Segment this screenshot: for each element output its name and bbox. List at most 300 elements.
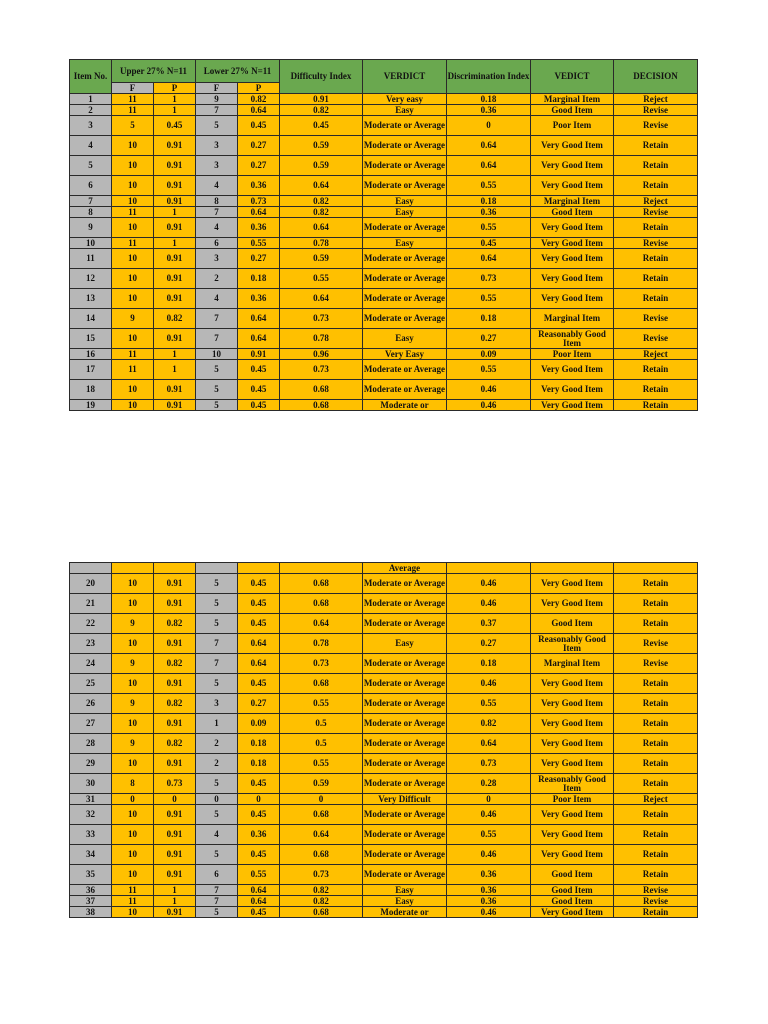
cell-lower-f: 2 [196,269,238,289]
cell-decision: Retain [614,734,698,754]
cell-item-no: 20 [70,574,112,594]
cell-lower-f: 5 [196,360,238,380]
table-row [70,116,698,136]
cell-upper-f: 11 [112,360,154,380]
cell-verdict: Moderate or Average [363,865,447,885]
cell-lower-f: 7 [196,309,238,329]
cell-difficulty: 0.78 [280,634,363,654]
cell-vedict: Very Good Item [531,907,614,918]
cell-lower-f: 6 [196,865,238,885]
item-analysis-table-2 [69,562,698,918]
cell-lower-f: 5 [196,400,238,411]
cell-lower-f: 7 [196,105,238,116]
cell-decision: Retain [614,249,698,269]
cell-discrimination: 0.46 [447,674,531,694]
cell-difficulty: 0.68 [280,674,363,694]
cell-lower-p: 0.64 [238,105,280,116]
cell-vedict: Marginal Item [531,309,614,329]
cell-decision: Retain [614,380,698,400]
cell-vedict: Very Good Item [531,218,614,238]
header-upper-f: F [112,83,154,94]
table-row [70,614,698,634]
cell-verdict: Moderate or Average [363,774,447,794]
cell-item-no: 7 [70,196,112,207]
cell-verdict: Moderate or Average [363,845,447,865]
cell-lower-p: 0.27 [238,156,280,176]
cell-vedict: Very Good Item [531,805,614,825]
cell-verdict: Moderate or Average [363,156,447,176]
cell-upper-f: 10 [112,218,154,238]
cell-discrimination: 0.27 [447,634,531,654]
cell-decision: Retain [614,574,698,594]
cell-verdict: Moderate or Average [363,136,447,156]
cell-vedict: Very Good Item [531,136,614,156]
cell-difficulty: 0.68 [280,400,363,411]
header-vedict: VEDICT [531,60,614,94]
table-row [70,694,698,714]
cell-difficulty: 0.64 [280,614,363,634]
cell-verdict: Easy [363,105,447,116]
cell-lower-f: 5 [196,380,238,400]
cell-decision: Retain [614,136,698,156]
cell-lower-p: 0.27 [238,694,280,714]
cell-upper-f: 10 [112,329,154,349]
cell-upper-f: 10 [112,907,154,918]
cell-vedict: Very Good Item [531,714,614,734]
cell-lower-p: 0.64 [238,654,280,674]
cell-lower-p: 0 [238,794,280,805]
table-row [70,176,698,196]
cell-upper-f: 11 [112,105,154,116]
cell-item-no: 35 [70,865,112,885]
cell-item-no: 30 [70,774,112,794]
cell-lower-p: 0.73 [238,196,280,207]
cell-lower-f: 5 [196,674,238,694]
cell-upper-f: 10 [112,714,154,734]
cell-item-no: 21 [70,594,112,614]
table-row [70,845,698,865]
cell-decision: Retain [614,825,698,845]
cell-verdict: Moderate or Average [363,176,447,196]
cell-discrimination: 0.64 [447,156,531,176]
cell-vedict: Marginal Item [531,196,614,207]
cell-decision: Revise [614,238,698,249]
cell-decision: Retain [614,694,698,714]
cell-upper-p: 1 [154,360,196,380]
cell-lower-f: 7 [196,329,238,349]
cell-vedict: Very Good Item [531,400,614,411]
cell-upper-f: 10 [112,865,154,885]
cell-lower-f: 7 [196,654,238,674]
cell-lower-p: 0.18 [238,734,280,754]
table-row [70,825,698,845]
cell-lower-f: 3 [196,694,238,714]
cell-upper-f: 10 [112,845,154,865]
table-row [70,794,698,805]
cell-item-no: 5 [70,156,112,176]
cell-lower-f: 5 [196,614,238,634]
table-row [70,249,698,269]
table-row [70,896,698,907]
cell-lower-p: 0.45 [238,805,280,825]
cell-upper-f: 10 [112,805,154,825]
cell-item-no: 24 [70,654,112,674]
cell-upper-p: 1 [154,207,196,218]
cell-verdict: Moderate or Average [363,269,447,289]
cell-vedict: Poor Item [531,794,614,805]
cell-discrimination: 0.36 [447,896,531,907]
cell-difficulty: 0.82 [280,896,363,907]
cell-lower-f: 9 [196,94,238,105]
cell-difficulty: 0.91 [280,94,363,105]
cell-upper-f: 9 [112,654,154,674]
cell-lower-p: 0.45 [238,845,280,865]
cell-discrimination: 0.46 [447,400,531,411]
cell-lower-p: 0.18 [238,754,280,774]
cell-verdict: Easy [363,329,447,349]
table-row [70,156,698,176]
cell-upper-p: 0.91 [154,754,196,774]
cell-difficulty: 0.96 [280,349,363,360]
cell-vedict: Reasonably Good Item [531,774,614,794]
cell-upper-p: 0.91 [154,136,196,156]
cell-discrimination: 0.27 [447,329,531,349]
cell-vedict: Very Good Item [531,249,614,269]
cell-upper-p: 0.82 [154,614,196,634]
cell-vedict: Poor Item [531,116,614,136]
cell-vedict: Very Good Item [531,238,614,249]
cell-discrimination: 0.36 [447,207,531,218]
cell-lower-f: 3 [196,249,238,269]
cell-discrimination: 0.46 [447,805,531,825]
cell-decision: Retain [614,674,698,694]
cell-item-no: 29 [70,754,112,774]
header-decision: DECISION [614,60,698,94]
cell-vedict: Good Item [531,896,614,907]
cell-difficulty: 0.68 [280,574,363,594]
cell-upper-f: 10 [112,176,154,196]
cell-discrimination: 0.64 [447,249,531,269]
header-lower: Lower 27% N=11 [196,60,280,83]
header-discrimination-index: Discrimination Index [447,60,531,94]
cell-discrimination: 0.36 [447,885,531,896]
header-lower-p: P [238,83,280,94]
cell-lower-p: 0.55 [238,238,280,249]
continuation-verdict: Average [363,563,447,574]
cell-lower-p: 0.45 [238,907,280,918]
cell-difficulty: 0.82 [280,196,363,207]
cell-decision: Revise [614,116,698,136]
cell-item-no: 10 [70,238,112,249]
cell-verdict: Moderate or [363,907,447,918]
continuation-row [70,563,698,574]
cell-item-no: 12 [70,269,112,289]
cell-lower-p: 0.36 [238,176,280,196]
cell-lower-f: 3 [196,156,238,176]
cell-item-no: 34 [70,845,112,865]
cell-difficulty: 0.82 [280,885,363,896]
cell-verdict: Moderate or [363,400,447,411]
table-row [70,136,698,156]
cell-upper-p: 0.91 [154,805,196,825]
cell-difficulty: 0.68 [280,380,363,400]
cell-decision: Retain [614,400,698,411]
cell-item-no: 28 [70,734,112,754]
cell-verdict: Moderate or Average [363,805,447,825]
cell-discrimination: 0.82 [447,714,531,734]
cell-verdict: Moderate or Average [363,714,447,734]
table-1-body [70,94,698,411]
cell-discrimination: 0.46 [447,594,531,614]
cell-vedict: Very Good Item [531,845,614,865]
cell-upper-f: 10 [112,269,154,289]
cell-item-no: 8 [70,207,112,218]
cell-vedict: Very Good Item [531,176,614,196]
cell-vedict: Reasonably Good Item [531,634,614,654]
cell-discrimination: 0.55 [447,218,531,238]
cell-lower-f: 5 [196,805,238,825]
table-row [70,865,698,885]
cell-decision: Retain [614,289,698,309]
cell-lower-p: 0.64 [238,329,280,349]
cell-upper-f: 10 [112,249,154,269]
cell-lower-f: 5 [196,594,238,614]
cell-decision: Retain [614,269,698,289]
cell-lower-p: 0.82 [238,94,280,105]
cell-lower-p: 0.27 [238,249,280,269]
cell-verdict: Moderate or Average [363,825,447,845]
header-lower-f: F [196,83,238,94]
table-row [70,400,698,411]
cell-difficulty: 0.45 [280,116,363,136]
cell-verdict: Moderate or Average [363,734,447,754]
cell-upper-p: 0.91 [154,907,196,918]
cell-decision: Retain [614,218,698,238]
cell-item-no: 14 [70,309,112,329]
cell-difficulty: 0.55 [280,269,363,289]
cell-verdict: Moderate or Average [363,654,447,674]
cell-upper-p: 1 [154,238,196,249]
cell-item-no: 23 [70,634,112,654]
cell-item-no: 17 [70,360,112,380]
cell-decision: Retain [614,714,698,734]
header-verdict: VERDICT [363,60,447,94]
cell-verdict: Very Difficult [363,794,447,805]
cell-lower-f: 5 [196,774,238,794]
table-row [70,634,698,654]
cell-item-no: 1 [70,94,112,105]
header-upper: Upper 27% N=11 [112,60,196,83]
cell-upper-p: 0.91 [154,269,196,289]
header-item-no: Item No. [70,60,112,94]
cell-lower-p: 0.45 [238,574,280,594]
table-row [70,774,698,794]
cell-lower-p: 0.18 [238,269,280,289]
cell-lower-f: 5 [196,116,238,136]
cell-lower-p: 0.91 [238,349,280,360]
cell-lower-p: 0.36 [238,218,280,238]
cell-upper-p: 1 [154,105,196,116]
cell-difficulty: 0.68 [280,907,363,918]
cell-item-no: 32 [70,805,112,825]
table-row [70,329,698,349]
cell-lower-f: 4 [196,825,238,845]
cell-discrimination: 0.46 [447,907,531,918]
cell-upper-p: 0.91 [154,714,196,734]
table-row [70,349,698,360]
cell-verdict: Moderate or Average [363,218,447,238]
table-row [70,594,698,614]
cell-item-no: 19 [70,400,112,411]
cell-upper-p: 0.91 [154,156,196,176]
table-row [70,734,698,754]
cell-lower-p: 0.45 [238,594,280,614]
cell-verdict: Easy [363,196,447,207]
cell-verdict: Moderate or Average [363,574,447,594]
cell-vedict: Very Good Item [531,825,614,845]
cell-upper-p: 0.82 [154,309,196,329]
cell-lower-f: 7 [196,885,238,896]
cell-lower-p: 0.36 [238,825,280,845]
cell-lower-f: 5 [196,845,238,865]
cell-discrimination: 0.55 [447,825,531,845]
cell-verdict: Very easy [363,94,447,105]
cell-upper-p: 0.91 [154,634,196,654]
cell-upper-f: 10 [112,634,154,654]
cell-upper-p: 0.82 [154,694,196,714]
cell-decision: Revise [614,329,698,349]
cell-decision: Revise [614,654,698,674]
cell-discrimination: 0.45 [447,238,531,249]
cell-discrimination: 0.46 [447,380,531,400]
cell-difficulty: 0.78 [280,329,363,349]
cell-lower-p: 0.45 [238,774,280,794]
cell-item-no: 4 [70,136,112,156]
cell-difficulty: 0.73 [280,654,363,674]
cell-discrimination: 0.46 [447,845,531,865]
cell-difficulty: 0 [280,794,363,805]
table-row [70,885,698,896]
cell-lower-f: 4 [196,289,238,309]
cell-lower-p: 0.64 [238,207,280,218]
cell-upper-p: 1 [154,349,196,360]
cell-item-no: 22 [70,614,112,634]
cell-difficulty: 0.68 [280,845,363,865]
cell-upper-f: 5 [112,116,154,136]
cell-item-no: 25 [70,674,112,694]
cell-difficulty: 0.64 [280,825,363,845]
cell-discrimination: 0.18 [447,309,531,329]
cell-discrimination: 0.18 [447,94,531,105]
cell-decision: Revise [614,105,698,116]
cell-decision: Retain [614,176,698,196]
cell-upper-p: 0.82 [154,654,196,674]
cell-upper-p: 0 [154,794,196,805]
cell-verdict: Easy [363,885,447,896]
cell-upper-f: 10 [112,594,154,614]
cell-upper-f: 9 [112,614,154,634]
cell-vedict: Good Item [531,614,614,634]
cell-decision: Retain [614,754,698,774]
table-row [70,105,698,116]
cell-vedict: Very Good Item [531,269,614,289]
cell-lower-f: 10 [196,349,238,360]
cell-decision: Revise [614,207,698,218]
cell-item-no: 9 [70,218,112,238]
cell-upper-p: 0.91 [154,196,196,207]
cell-lower-p: 0.64 [238,634,280,654]
cell-vedict: Very Good Item [531,694,614,714]
cell-verdict: Moderate or Average [363,674,447,694]
cell-vedict: Good Item [531,207,614,218]
cell-vedict: Good Item [531,865,614,885]
cell-lower-f: 3 [196,136,238,156]
cell-item-no: 37 [70,896,112,907]
cell-item-no: 3 [70,116,112,136]
cell-lower-f: 8 [196,196,238,207]
cell-difficulty: 0.73 [280,360,363,380]
cell-vedict: Very Good Item [531,289,614,309]
cell-decision: Retain [614,865,698,885]
cell-discrimination: 0.36 [447,865,531,885]
cell-upper-p: 1 [154,885,196,896]
cell-difficulty: 0.5 [280,714,363,734]
cell-upper-f: 10 [112,136,154,156]
cell-upper-p: 0.91 [154,176,196,196]
cell-lower-f: 5 [196,574,238,594]
cell-decision: Retain [614,805,698,825]
cell-lower-f: 7 [196,634,238,654]
table-2-body [70,563,698,918]
cell-discrimination: 0.64 [447,136,531,156]
cell-upper-p: 0.91 [154,329,196,349]
cell-discrimination: 0 [447,794,531,805]
cell-discrimination: 0.36 [447,105,531,116]
cell-verdict: Moderate or Average [363,249,447,269]
cell-difficulty: 0.78 [280,238,363,249]
table-row [70,360,698,380]
cell-decision: Retain [614,774,698,794]
cell-upper-f: 11 [112,94,154,105]
cell-lower-f: 2 [196,734,238,754]
cell-difficulty: 0.59 [280,136,363,156]
cell-lower-p: 0.27 [238,136,280,156]
cell-decision: Revise [614,896,698,907]
cell-discrimination: 0.55 [447,289,531,309]
cell-decision: Reject [614,794,698,805]
table-row [70,674,698,694]
header-difficulty-index: Difficulty Index [280,60,363,94]
cell-decision: Reject [614,196,698,207]
table-row [70,907,698,918]
cell-verdict: Moderate or Average [363,116,447,136]
cell-upper-f: 10 [112,674,154,694]
table-row [70,654,698,674]
cell-discrimination: 0.18 [447,196,531,207]
cell-vedict: Marginal Item [531,654,614,674]
table-row [70,218,698,238]
cell-discrimination: 0.09 [447,349,531,360]
cell-lower-p: 0.09 [238,714,280,734]
cell-difficulty: 0.68 [280,594,363,614]
cell-vedict: Very Good Item [531,674,614,694]
cell-lower-f: 1 [196,714,238,734]
cell-difficulty: 0.59 [280,249,363,269]
cell-upper-f: 10 [112,825,154,845]
cell-difficulty: 0.55 [280,754,363,774]
cell-discrimination: 0.55 [447,176,531,196]
cell-upper-p: 0.91 [154,400,196,411]
